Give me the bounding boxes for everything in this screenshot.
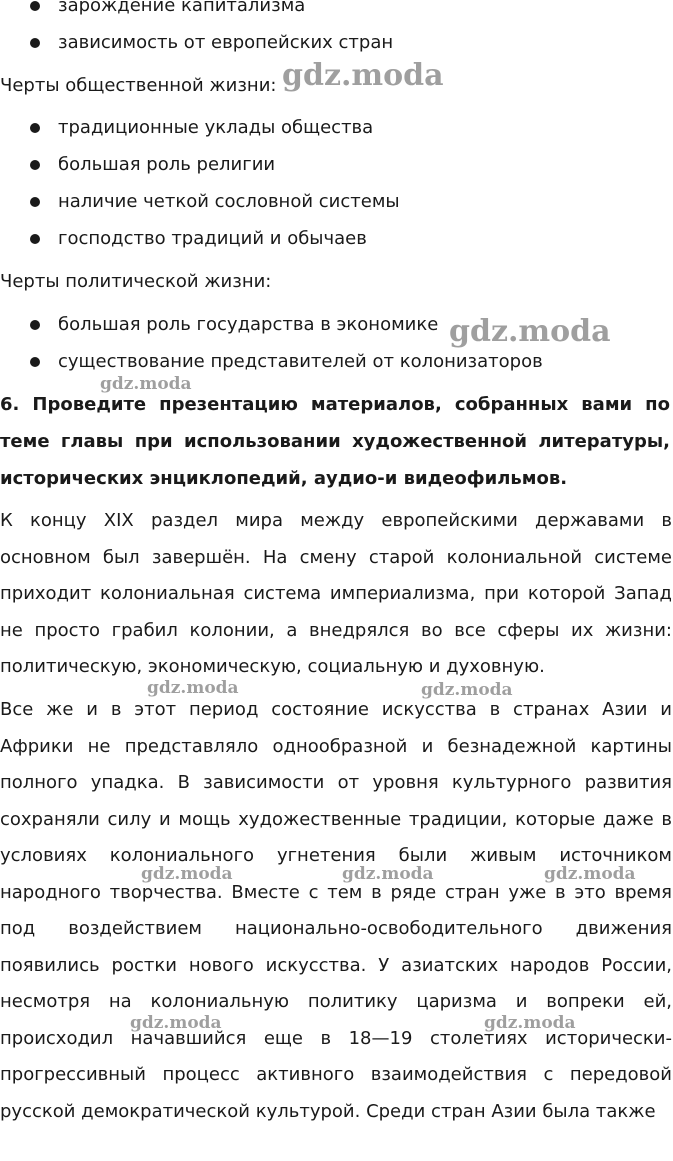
watermark: gdz.moda: [141, 864, 233, 884]
list-item: наличие четкой сословной системы: [0, 183, 400, 220]
watermark: gdz.moda: [282, 58, 444, 93]
watermark: gdz.moda: [421, 680, 513, 700]
watermark: gdz.moda: [544, 864, 636, 884]
list-item: зарождение капитализма: [0, 0, 393, 24]
task-heading: 6. Проведите презентацию материалов, собранных вами по теме главы при использовании художественной литературы, исторических энциклопедий, аудио-и видеофильмов.: [0, 394, 670, 489]
list-item: зависимость от европейских стран: [0, 24, 393, 61]
watermark: gdz.moda: [130, 1013, 222, 1033]
social-features-label: Черты общественной жизни:: [0, 75, 277, 96]
list-item: существование представителей от колонизаторов: [0, 343, 543, 380]
answer-paragraph-2: Все же и в этот период состояние искусства в странах Азии и Африки не представляло однообразной и безнадежной картины полного упадка. В зависимости от уровня культурного развития сохраняли силу и мощь художественные традиции, которые даже в условиях колониального угнетения были живым источником народного творчества. Вместе с тем в ряде стран уже в это время под воздействием национально-освободительного движения появились ростки нового искусства. У азиатских народов России, несмотря на колониальную политику царизма и вопреки ей, происходил начавшийся еще в 18—19 столетиях исторически-прогрессивный процесс активного взаимодействия с передовой русской демократической культурой. Среди стран Азии была также: [0, 699, 672, 1122]
political-features-label: Черты политической жизни:: [0, 271, 272, 292]
watermark: gdz.moda: [342, 864, 434, 884]
feature-list-social: [0, 109, 400, 257]
list-item: господство традиций и обычаев: [0, 220, 400, 257]
watermark: gdz.moda: [484, 1013, 576, 1033]
watermark: gdz.moda: [100, 374, 192, 394]
watermark: gdz.moda: [147, 678, 239, 698]
list-item: большая роль религии: [0, 146, 400, 183]
list-item: большая роль государства в экономике: [0, 306, 543, 343]
watermark: gdz.moda: [449, 314, 611, 349]
list-item: традиционные уклады общества: [0, 109, 400, 146]
feature-list-political: [0, 306, 543, 380]
answer-paragraph-1: К концу XIX раздел мира между европейскими державами в основном был завершён. На смену старой колониальной системе приходит колониальная система империализма, при которой Запад не просто грабил колонии, а внедрялся во все сферы их жизни: политическую, экономическую, социальную и духовную.: [0, 510, 672, 677]
feature-list-economic: [0, 0, 393, 61]
